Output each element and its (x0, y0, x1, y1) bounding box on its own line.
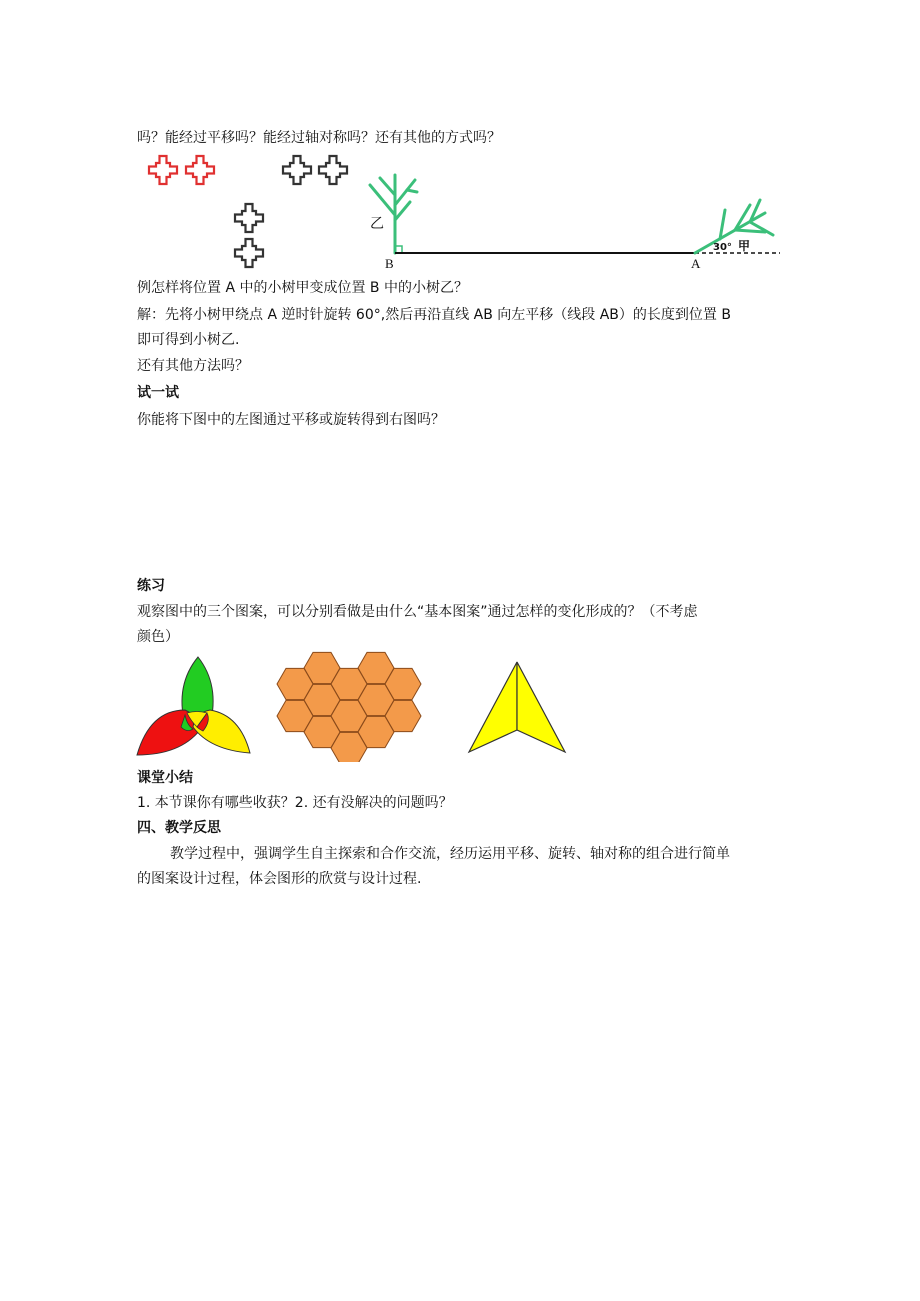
cross-dark-4 (235, 239, 263, 267)
cross-red-2 (186, 156, 214, 184)
arrow-left-half (469, 662, 517, 752)
try-heading: 试一试 (137, 385, 179, 401)
label-jia: 甲 (738, 239, 751, 253)
angle-label: 30° (713, 242, 732, 253)
summary-heading: 课堂小结 (137, 770, 193, 786)
crosses-figure (140, 150, 370, 270)
arrowhead-figure (465, 660, 570, 755)
three-leaf-figure (135, 655, 255, 760)
tree-rotation-figure (355, 170, 785, 275)
practice-question-2: 颜色） (137, 629, 179, 645)
hexagon-figure (268, 650, 438, 762)
example-line: 例怎样将位置 A 中的小树甲变成位置 B 中的小树乙？ (137, 280, 468, 296)
label-A: A (691, 256, 701, 271)
reflection-line-1: 教学过程中，强调学生自主探索和合作交流，经历运用平移、旋转、轴对称的组合进行简单 (170, 846, 730, 862)
tree-yi (370, 175, 417, 253)
solution-line-2: 即可得到小树乙. (137, 332, 240, 348)
try-question: 你能将下图中的左图通过平移或旋转得到右图吗？ (137, 412, 445, 428)
other-methods-line: 还有其他方法吗？ (137, 358, 249, 374)
cross-dark-3 (235, 204, 263, 232)
cross-dark-2 (319, 156, 347, 184)
practice-question-1: 观察图中的三个图案，可以分别看做是由什么“基本图案”通过怎样的变化形成的？（不考虑 (137, 604, 698, 620)
cross-dark-1 (283, 156, 311, 184)
label-B: B (385, 256, 394, 271)
reflection-heading: 四、教学反思 (137, 820, 221, 836)
question-line: 吗？能经过平移吗？能经过轴对称吗？还有其他的方式吗？ (137, 130, 501, 146)
arrow-right-half (517, 662, 565, 752)
reflection-line-2: 的图案设计过程，体会图形的欣赏与设计过程. (137, 871, 422, 887)
solution-line-1: 解：先将小树甲绕点 A 逆时针旋转 60°,然后再沿直线 AB 向左平移（线段 AB）的长度到位置 B (137, 307, 731, 323)
summary-text: 1. 本节课你有哪些收获？2. 还有没解决的问题吗？ (137, 795, 453, 811)
practice-heading: 练习 (137, 578, 165, 594)
label-yi: 乙 (370, 216, 384, 232)
cross-red-1 (149, 156, 177, 184)
tree-jia (695, 200, 773, 253)
